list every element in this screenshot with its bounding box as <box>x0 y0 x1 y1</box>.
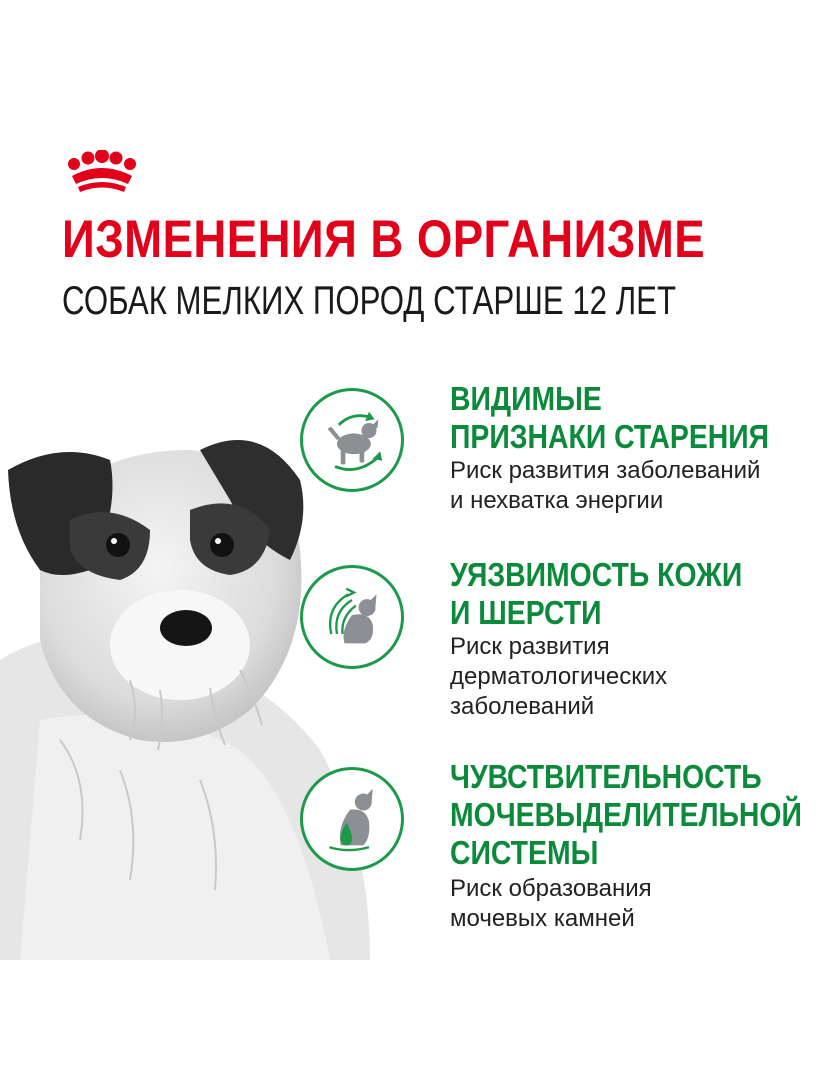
crown-icon <box>66 150 138 194</box>
page-title: ИЗМЕНЕНИЯ В ОРГАНИЗМЕ <box>62 210 706 269</box>
urinary-drop-icon <box>300 767 404 871</box>
feature-description: Риск образования мочевых камней <box>450 875 652 932</box>
feature-heading: УЯЗВИМОСТЬ КОЖИ И ШЕРСТИ <box>450 556 743 631</box>
page-subtitle: СОБАК МЕЛКИХ ПОРОД СТАРШЕ 12 ЛЕТ <box>62 279 677 323</box>
feature-heading: ВИДИМЫЕ ПРИЗНАКИ СТАРЕНИЯ <box>450 380 770 455</box>
dog-coat-icon <box>300 565 404 669</box>
feature-description: Риск развития заболеваний и нехватка энергии <box>450 457 761 514</box>
running-dog-icon <box>300 388 404 492</box>
feature-description: Риск развития дерматологических заболеваний <box>450 633 668 720</box>
feature-heading: ЧУВСТВИТЕЛЬНОСТЬ МОЧЕВЫДЕЛИТЕЛЬНОЙ СИСТЕМЫ <box>450 758 802 871</box>
dog-portrait-photo <box>0 420 380 960</box>
